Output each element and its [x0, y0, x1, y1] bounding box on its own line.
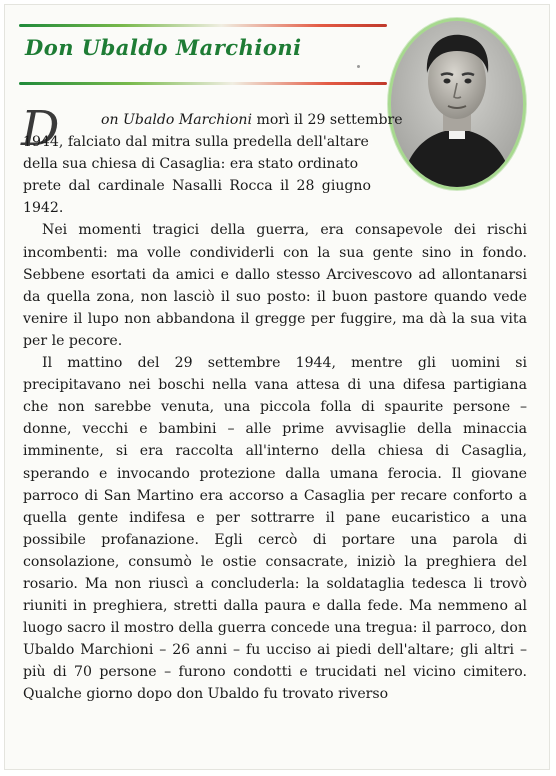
- article-body: [23, 109, 527, 706]
- paragraph-1-line-2: 1944, falciato dal mitra sulla predella dell'altare: [23, 134, 369, 151]
- tricolor-rule-bottom: [19, 82, 387, 85]
- paragraph-2: Nei momenti tragici della guerra, era consapevole dei rischi incombenti: ma volle condividerli con la sua gente sino in fondo. Sebbene esortati da amici e dallo stesso Arcivescovo ad allontanarsi da quella zona, non lasciò il suo posto: il buon pastore quando vede venire il lupo non abbandona il gregge per fuggire, ma dà la sua vita per le pecore.: [23, 222, 527, 349]
- tricolor-rule-top: [19, 24, 387, 27]
- page-title: Don Ubaldo Marchioni: [25, 35, 302, 60]
- paragraph-1-line-3: della sua chiesa di Casaglia: era stato ordinato: [23, 156, 359, 173]
- decorative-dot: [357, 65, 360, 68]
- document-page: [4, 4, 550, 770]
- subject-name: on Ubaldo Marchioni: [101, 112, 252, 128]
- paragraph-1: [23, 109, 527, 219]
- paragraph-1-line-4: prete dal cardinale Nasalli Rocca il 28 giugno 1942.: [23, 178, 371, 217]
- paragraph-3: Il mattino del 29 settembre 1944, mentre gli uomini si precipitavano nei boschi nella vana attesa di una difesa partigiana che non sarebbe venuta, una piccola folla di spaurite persone – donne, vecchi e bambini – alle prime avvisaglie della minaccia imminente, si era raccolta all'interno della chiesa di Casaglia, sperando e invocando protezione dalla umana ferocia. Il giovane parroco di San Martino era accorso a Casaglia per recare conforto a quella gente indifesa e per sottrarre il pane eucaristico a una possibile profanazione. Egli cercò di portare una parola di consolazione, consumò le ostie consacrate, iniziò la preghiera del rosario. Ma non riuscì a concluderla: la soldataglia tedesca li trovò riuniti in preghiera, stretti dalla paura e dalla fede. Ma nemmeno al luogo sacro il mostro della guerra concede una tregua: il parroco, don Ubaldo Marchioni – 26 anni – fu ucciso ai piedi dell'altare; gli altri – più di 70 persone – furono condotti e trucidati nel vicino cimitero. Qualche giorno dopo don Ubaldo fu trovato riverso: [23, 355, 527, 703]
- paragraph-1-line-1: on Ubaldo Marchioni morì il 29 settembre: [101, 112, 403, 128]
- drop-cap: D: [21, 101, 60, 157]
